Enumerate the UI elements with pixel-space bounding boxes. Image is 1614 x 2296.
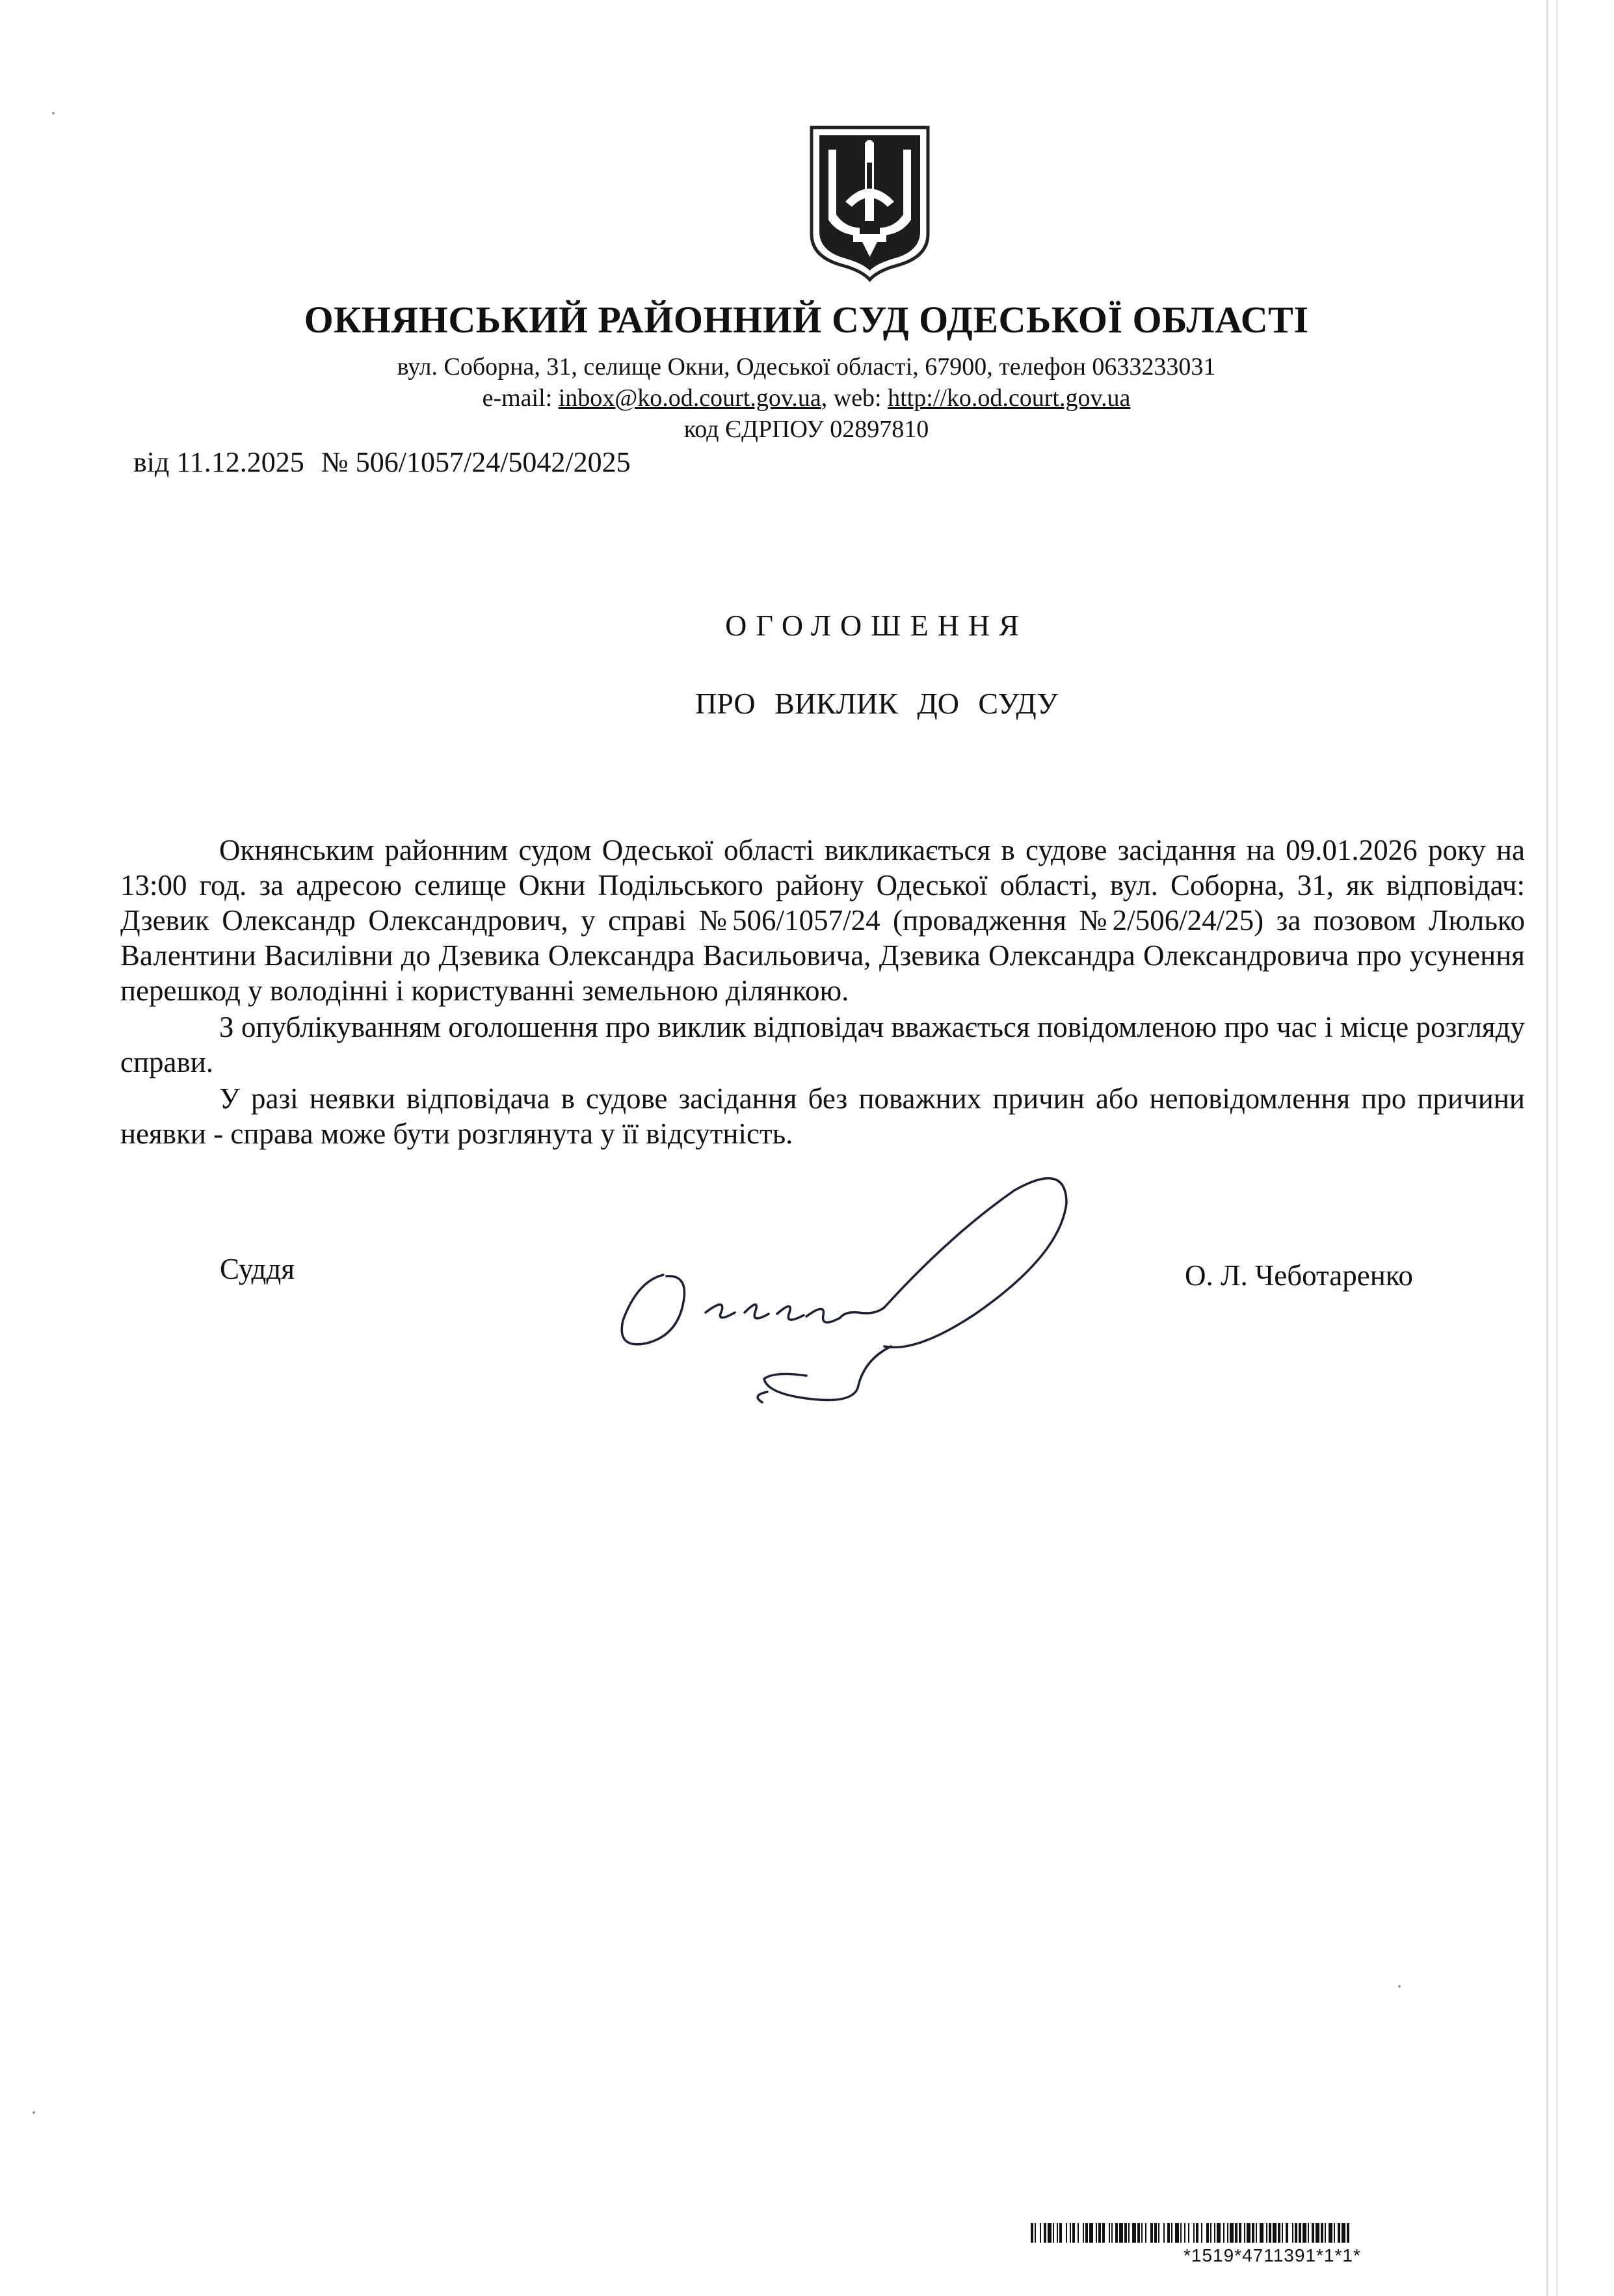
notice-title: ОГОЛОШЕННЯ <box>725 609 1028 642</box>
email-label: e-mail: <box>482 384 553 412</box>
trident-coat-of-arms-icon <box>806 124 933 283</box>
document-reference <box>133 446 631 479</box>
edrpou-code: код ЄДРПОУ 02897810 <box>683 416 929 443</box>
notice-paragraph: У разі неявки відповідача в судове засідання без поважних причин або неповідомлення про причини неявки - справа може бути розглянута у її відсутність. <box>120 1082 1525 1150</box>
scan-edge-line <box>1556 0 1558 2296</box>
email-link[interactable]: inbox@ko.od.court.gov.ua <box>558 384 821 412</box>
web-link[interactable]: http://ko.od.court.gov.ua <box>888 384 1131 412</box>
judge-name: О. Л. Чеботаренко <box>1185 1259 1413 1292</box>
scan-speck <box>52 112 55 114</box>
court-name: ОКНЯНСЬКИЙ РАЙОННИЙ СУД ОДЕСЬКОЇ ОБЛАСТІ <box>304 299 1309 341</box>
scan-speck <box>1398 1985 1401 1988</box>
notice-paragraph: Окнянським районним судом Одеської області викликається в судове засідання на 09.01.2026 року на 13:00 год. за адресою селище Окни Подільського району Одеської області, вул. Соборна, 31, як відповідач: Дзевик Олександр Олександрович, у справі №506/1057/24 (провадження №2/506/24/25) за позовом Люлько Валентини Василівни до Дзевика Олександра Васильовича, Дзевика Олександра Олександровича про усунення перешкод у володінні і користуванні земельною ділянкою. <box>120 834 1525 1007</box>
judge-label: Суддя <box>220 1253 295 1285</box>
barcode-text: *1519*4711391*1*1* <box>1184 2245 1361 2265</box>
court-contacts <box>254 384 1359 412</box>
document-barcode <box>1031 2223 1531 2243</box>
scan-speck <box>33 2111 35 2114</box>
scan-edge-line <box>1546 0 1548 2296</box>
document-number: № 506/1057/24/5042/2025 <box>321 446 631 478</box>
document-date: від 11.12.2025 <box>133 446 304 478</box>
notice-paragraph: З опублікуванням оголошення про виклик відповідач вважається повідомленою про час і місце розгляду справи. <box>120 1011 1525 1078</box>
court-address: вул. Соборна, 31, селище Окни, Одеської області, 67900, телефон 0633233031 <box>397 353 1216 380</box>
notice-body <box>120 833 1525 1151</box>
notice-subtitle: ПРО ВИКЛИК ДО СУДУ <box>695 687 1058 720</box>
handwritten-signature <box>611 1164 1105 1418</box>
web-label: , web: <box>821 384 882 412</box>
